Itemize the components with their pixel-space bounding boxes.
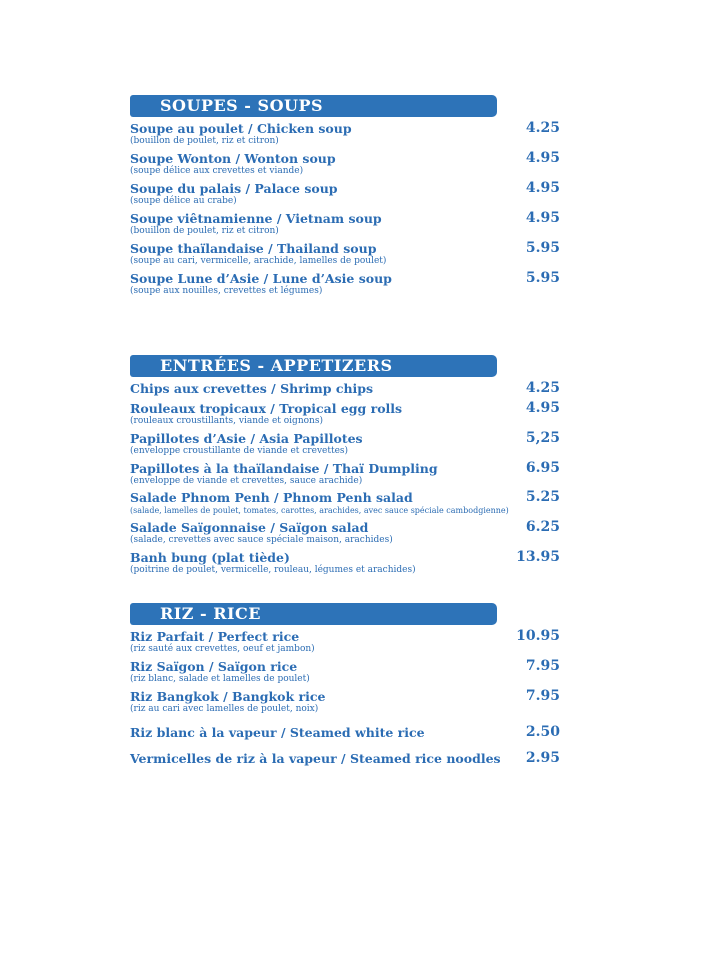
- section-header: ENTRÉES - APPETIZERS: [130, 355, 497, 377]
- menu-item: [130, 659, 560, 689]
- section-header: SOUPES - SOUPS: [130, 95, 497, 117]
- item-name: Banh bung (plat tiède): [130, 550, 290, 565]
- section-soups: [130, 95, 560, 301]
- item-name: Riz Saïgon / Saïgon rice: [130, 659, 298, 674]
- item-name: Riz Parfait / Perfect rice: [130, 629, 300, 644]
- item-description: (soupe délice au crabe): [130, 196, 237, 206]
- item-name: Soupe thaïlandaise / Thailand soup: [130, 241, 377, 256]
- menu-item: [130, 689, 560, 725]
- item-description: (salade, crevettes avec sauce spéciale maison, arachides): [130, 535, 393, 545]
- section-header: RIZ - RICE: [130, 603, 497, 625]
- item-description: (riz au cari avec lamelles de poulet, noix): [130, 704, 319, 714]
- item-description: (riz sauté aux crevettes, oeuf et jambon): [130, 644, 315, 654]
- item-description: (soupe délice aux crevettes et viande): [130, 166, 304, 176]
- item-price: 4.25: [525, 120, 560, 136]
- menu-item: [130, 401, 560, 431]
- item-name: Soupe au poulet / Chicken soup: [130, 121, 352, 136]
- item-price: 13.95: [516, 549, 560, 565]
- item-description: (rouleaux croustillants, viande et oignons): [130, 416, 323, 426]
- item-name: Salade Saïgonnaise / Saïgon salad: [130, 520, 369, 535]
- item-name: Vermicelles de riz à la vapeur / Steamed rice noodles: [130, 751, 501, 766]
- item-price: 2.50: [525, 724, 560, 740]
- item-price: 4.95: [525, 180, 560, 196]
- item-price: 4.25: [525, 380, 560, 396]
- menu-item: [130, 751, 560, 771]
- menu-item: [130, 725, 560, 751]
- menu-item: [130, 520, 560, 550]
- menu-item: [130, 381, 560, 401]
- item-price: 6.95: [525, 460, 560, 476]
- item-price: 5.95: [525, 240, 560, 256]
- item-name: Soupe viêtnamienne / Vietnam soup: [130, 211, 382, 226]
- menu-item: [130, 490, 560, 520]
- menu-item: [130, 629, 560, 659]
- item-price: 4.95: [525, 400, 560, 416]
- item-description: (bouillon de poulet, riz et citron): [130, 136, 279, 146]
- item-name: Chips aux crevettes / Shrimp chips: [130, 381, 374, 396]
- menu-item: [130, 151, 560, 181]
- menu-item: [130, 241, 560, 271]
- item-description: (poitrine de poulet, vermicelle, rouleau, légumes et arachides): [130, 565, 416, 575]
- item-description: (bouillon de poulet, riz et citron): [130, 226, 279, 236]
- item-price: 5.95: [525, 270, 560, 286]
- menu-item: [130, 461, 560, 490]
- item-price: 4.95: [525, 150, 560, 166]
- item-price: 2.95: [525, 750, 560, 766]
- item-price: 7.95: [525, 658, 560, 674]
- item-price: 10.95: [516, 628, 560, 644]
- item-name: Riz blanc à la vapeur / Steamed white rice: [130, 725, 425, 740]
- item-price: 6.25: [525, 519, 560, 535]
- item-description: (enveloppe de viande et crevettes, sauce arachide): [130, 476, 363, 486]
- item-name: Riz Bangkok / Bangkok rice: [130, 689, 326, 704]
- item-name: Soupe Wonton / Wonton soup: [130, 151, 336, 166]
- item-price: 7.95: [525, 688, 560, 704]
- menu-item: [130, 431, 560, 461]
- section-rice: [130, 603, 560, 771]
- menu-item: [130, 271, 560, 301]
- item-description: (enveloppe croustillante de viande et crevettes): [130, 446, 349, 456]
- item-name: Papillotes d’Asie / Asia Papillotes: [130, 431, 363, 446]
- item-description: (soupe aux nouilles, crevettes et légumes): [130, 286, 323, 296]
- item-description: (riz blanc, salade et lamelles de poulet): [130, 674, 310, 684]
- item-description: (soupe au cari, vermicelle, arachide, lamelles de poulet): [130, 256, 387, 266]
- item-name: Rouleaux tropicaux / Tropical egg rolls: [130, 401, 403, 416]
- menu-item: [130, 181, 560, 211]
- section-appetizers: [130, 355, 560, 580]
- item-price: 5,25: [525, 430, 560, 446]
- item-price: 4.95: [525, 210, 560, 226]
- item-name: Salade Phnom Penh / Phnom Penh salad: [130, 490, 413, 505]
- menu-item: [130, 121, 560, 151]
- menu-item: [130, 211, 560, 241]
- item-description: (salade, lamelles de poulet, tomates, carottes, arachides, avec sauce spéciale cambodgienne): [130, 506, 509, 515]
- item-price: 5.25: [525, 489, 560, 505]
- menu-item: [130, 550, 560, 580]
- item-name: Soupe du palais / Palace soup: [130, 181, 338, 196]
- item-name: Soupe Lune d’Asie / Lune d’Asie soup: [130, 271, 392, 286]
- item-name: Papillotes à la thaïlandaise / Thaï Dumpling: [130, 461, 438, 476]
